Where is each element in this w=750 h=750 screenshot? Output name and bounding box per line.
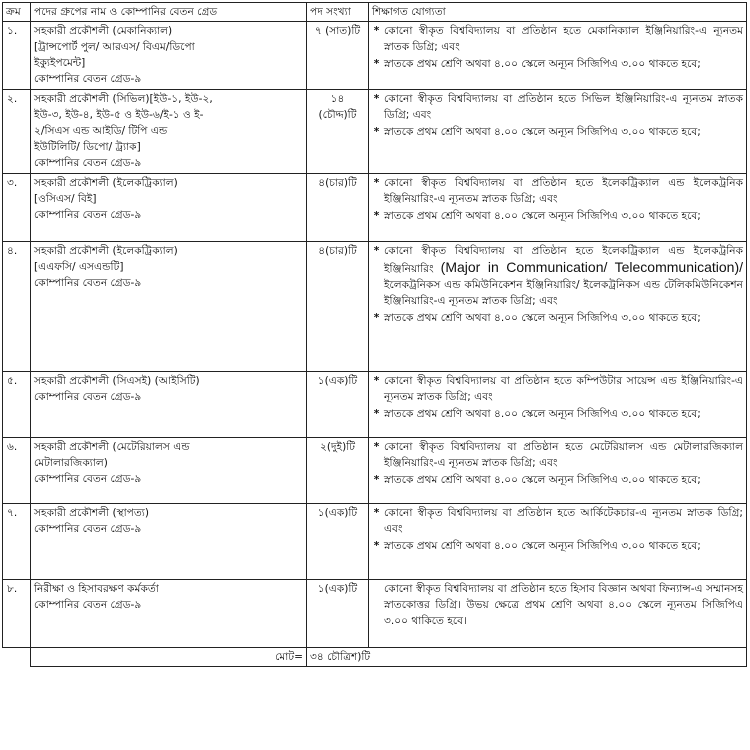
qualification-english-text: (Major in Communication/ Telecommunication)/ [440, 259, 743, 275]
post-line: সহকারী প্রকৌশলী (ইলেকট্রিক্যাল) [34, 177, 178, 189]
qualification-item [369, 242, 746, 309]
qualification-item [369, 309, 746, 326]
qualification-text: কোনো স্বীকৃত বিশ্ববিদ্যালয় বা প্রতিষ্ঠান হতে মেকানিক্যাল ইঞ্জিনিয়ারিং-এ ন্যূনতম স্নাতক ডিগ্রি; এবং [384, 25, 743, 53]
table-body [3, 22, 747, 648]
qualification-item [369, 55, 746, 72]
row-serial: ২. [3, 90, 31, 174]
post-line: কোম্পানির বেতন গ্রেড-৯ [34, 473, 142, 485]
row-qualification [369, 174, 747, 242]
post-line: [ট্রান্সপোর্ট পুল/ আরএস/ বিএম/ডিপো [34, 41, 195, 53]
qualification-text-wrap [384, 175, 743, 207]
row-serial: ৩. [3, 174, 31, 242]
qualification-item [369, 438, 746, 471]
table-row [3, 242, 747, 372]
row-serial: ৮. [3, 580, 31, 648]
post-line: কোম্পানির বেতন গ্রেড-৯ [34, 277, 142, 289]
job-circular-document [2, 2, 746, 667]
row-post [31, 242, 307, 372]
row-qualification [369, 22, 747, 90]
table-row [3, 438, 747, 504]
qualification-text-wrap [384, 439, 743, 471]
qualification-item [369, 405, 746, 422]
post-line: [ওসিএস/ বিই] [34, 193, 97, 205]
qualification-text-wrap [384, 56, 743, 72]
bullet-mark: * [373, 126, 380, 138]
row-serial: ৪. [3, 242, 31, 372]
row-qualification [369, 372, 747, 438]
row-serial: ৫. [3, 372, 31, 438]
post-line: কোম্পানির বেতন গ্রেড-৯ [34, 599, 142, 611]
bullet-mark: * [373, 375, 380, 387]
post-line: কোম্পানির বেতন গ্রেড-৯ [34, 157, 142, 169]
qualification-text: কোনো স্বীকৃত বিশ্ববিদ্যালয় বা প্রতিষ্ঠান হতে মেটেরিয়ালস এন্ড মেটালারজিক্যাল ইঞ্জিনিয়ারিং-এ ন্যূনতম স্নাতক ডিগ্রি; এবং [384, 441, 743, 469]
post-line: ২/সিএস এন্ড আইডি/ টিপি এন্ড [34, 125, 168, 137]
row-count: ৭ (সাত)টি [307, 22, 369, 90]
bullet-mark: * [373, 93, 380, 105]
qualification-item [369, 22, 746, 55]
bullet-mark: * [373, 245, 380, 257]
qualification-item [369, 471, 746, 488]
row-count: ২(দুই)টি [307, 438, 369, 504]
qualification-text-wrap [384, 373, 743, 405]
qualification-text-wrap [384, 581, 743, 629]
post-line: সহকারী প্রকৌশলী (সিএসই) (আইসিটি) [34, 375, 200, 387]
post-line: মেটালারজিক্যাল) [34, 457, 108, 469]
qualification-text: কোনো স্বীকৃত বিশ্ববিদ্যালয় বা প্রতিষ্ঠান হতে ইলেকট্রিক্যাল এন্ড ইলেকট্রনিক ইঞ্জিনিয়ারিং-এ ন্যূনতম স্নাতক ডিগ্রি; এবং [384, 177, 743, 205]
table-row [3, 580, 747, 648]
post-line: সহকারী প্রকৌশলী (মেটেরিয়ালস এন্ড [34, 441, 190, 453]
qualification-item [369, 174, 746, 207]
qualification-text-wrap [384, 91, 743, 123]
post-line: নিরীক্ষা ও হিসাবরক্ষণ কর্মকর্তা [34, 583, 159, 595]
post-line: সহকারী প্রকৌশলী (মেকানিক্যাল) [34, 25, 173, 37]
table-row [3, 22, 747, 90]
row-count: ৪(চার)টি [307, 242, 369, 372]
qualification-text-continued: ইলেকট্রনিকস এন্ড কমিউনিকেশন ইঞ্জিনিয়ারিং/ ইলেকট্রনিকস এন্ড টেলিকমিউনিকেশন ইঞ্জিনিয়ারিং-এ ন্যূনতম স্নাতক ডিগ্রি; এবং [384, 279, 743, 307]
qualification-item [369, 504, 746, 537]
qualification-text: স্নাতকে প্রথম শ্রেণি অথবা ৪.০০ স্কেলে অন্যূন সিজিপিএ ৩.০০ থাকতে হবে; [384, 126, 701, 138]
row-serial: ৭. [3, 504, 31, 580]
header-qualification: শিক্ষাগত যোগ্যতা [369, 3, 747, 22]
qualification-text-wrap [384, 505, 743, 537]
bullet-mark: * [373, 540, 380, 552]
bullet-mark: * [373, 312, 380, 324]
qualification-text: স্নাতকে প্রথম শ্রেণি অথবা ৪.০০ স্কেলে অন্যূন সিজিপিএ ৩.০০ থাকতে হবে; [384, 474, 701, 486]
post-line: সহকারী প্রকৌশলী (ইলেকট্রিক্যাল) [34, 245, 178, 257]
qualification-text: কোনো স্বীকৃত বিশ্ববিদ্যালয় বা প্রতিষ্ঠান হতে হিসাব বিজ্ঞান অথবা ফিন্যান্স-এ সম্মানসহ স্নাতকোত্তর ডিগ্রি। উভয় ক্ষেত্রে প্রথম শ্রেণি অথবা ৪.০০ স্কেলে ন্যূনতম সিজিপিএ ৩.০০ থাকিতে হবে। [384, 583, 743, 627]
row-post [31, 438, 307, 504]
qualification-text: কোনো স্বীকৃত বিশ্ববিদ্যালয় বা প্রতিষ্ঠান হতে কম্পিউটার সায়েন্স এন্ড ইঞ্জিনিয়ারিং-এ ন্যূনতম স্নাতক ডিগ্রি; এবং [384, 375, 743, 403]
bullet-mark: * [373, 58, 380, 70]
bullet-mark: * [373, 177, 380, 189]
table-row [3, 504, 747, 580]
row-post [31, 580, 307, 648]
row-qualification [369, 242, 747, 372]
qualification-item [369, 537, 746, 554]
bullet-mark: * [373, 210, 380, 222]
post-line: ইক্যুইপমেন্ট] [34, 57, 86, 69]
total-label: মোট= [31, 648, 307, 667]
qualification-text-wrap [384, 243, 743, 309]
qualification-text: স্নাতকে প্রথম শ্রেণি অথবা ৪.০০ স্কেলে অন্যূন সিজিপিএ ৩.০০ থাকতে হবে; [384, 210, 701, 222]
post-line: ইউটিলিটি/ ডিপো/ ট্র্যাক] [34, 141, 141, 153]
row-count: ১(এক)টি [307, 580, 369, 648]
post-line: [এএফসি/ এসএন্ডটি] [34, 261, 124, 273]
bullet-mark: * [373, 441, 380, 453]
qualification-text: কোনো স্বীকৃত বিশ্ববিদ্যালয় বা প্রতিষ্ঠান হতে সিভিল ইঞ্জিনিয়ারিং-এ ন্যূনতম স্নাতক ডিগ্রি; এবং [384, 93, 743, 121]
row-count: ৪(চার)টি [307, 174, 369, 242]
qualification-text: স্নাতকে প্রথম শ্রেণি অথবা ৪.০০ স্কেলে অন্যূন সিজিপিএ ৩.০০ থাকতে হবে; [384, 58, 701, 70]
qualification-text-wrap [384, 208, 743, 224]
qualification-item [369, 580, 746, 629]
row-count: ১৪ (চৌদ্দ)টি [307, 90, 369, 174]
qualification-text: কোনো স্বীকৃত বিশ্ববিদ্যালয় বা প্রতিষ্ঠান হতে ইলেকট্রিক্যাল এন্ড ইলেকট্রনিক ইঞ্জিনিয়ারিং [384, 245, 743, 275]
qualification-item [369, 90, 746, 123]
qualification-text-wrap [384, 406, 743, 422]
row-qualification [369, 504, 747, 580]
row-post [31, 90, 307, 174]
post-line: সহকারী প্রকৌশলী (সিভিল)[ইউ-১, ইউ-২, [34, 93, 213, 105]
post-line: কোম্পানির বেতন গ্রেড-৯ [34, 209, 142, 221]
qualification-text: স্নাতকে প্রথম শ্রেণি অথবা ৪.০০ স্কেলে অন্যূন সিজিপিএ ৩.০০ থাকতে হবে; [384, 312, 701, 324]
qualification-text-wrap [384, 310, 743, 326]
row-qualification [369, 90, 747, 174]
row-post [31, 372, 307, 438]
table-row [3, 90, 747, 174]
post-line: কোম্পানির বেতন গ্রেড-৯ [34, 523, 142, 535]
qualification-text: স্নাতকে প্রথম শ্রেণি অথবা ৪.০০ স্কেলে অন্যূন সিজিপিএ ৩.০০ থাকতে হবে; [384, 540, 701, 552]
qualification-text-wrap [384, 124, 743, 140]
row-qualification [369, 438, 747, 504]
qualification-text-wrap [384, 538, 743, 554]
qualification-text-wrap [384, 23, 743, 55]
positions-table [2, 2, 747, 667]
post-line: ইউ-৩, ইউ-৪, ইউ-৫ ও ইউ-৬/ই-১ ও ই- [34, 109, 204, 121]
row-serial: ৬. [3, 438, 31, 504]
row-post [31, 504, 307, 580]
header-serial: ক্রম [3, 3, 31, 22]
bullet-mark [369, 581, 384, 629]
bullet-mark: * [373, 408, 380, 420]
qualification-item [369, 123, 746, 140]
qualification-item [369, 207, 746, 224]
row-post [31, 22, 307, 90]
post-line: কোম্পানির বেতন গ্রেড-৯ [34, 391, 142, 403]
header-post: পদের গ্রুপের নাম ও কোম্পানির বেতন গ্রেড [31, 3, 307, 22]
row-qualification [369, 580, 747, 648]
post-line: কোম্পানির বেতন গ্রেড-৯ [34, 73, 142, 85]
row-serial: ১. [3, 22, 31, 90]
table-header-row [3, 3, 747, 22]
qualification-text-wrap [384, 472, 743, 488]
table-row [3, 372, 747, 438]
qualification-text: স্নাতকে প্রথম শ্রেণি অথবা ৪.০০ স্কেলে অন্যূন সিজিপিএ ৩.০০ থাকতে হবে; [384, 408, 701, 420]
table-row [3, 174, 747, 242]
qualification-item [369, 372, 746, 405]
bullet-mark: * [373, 474, 380, 486]
row-count: ১(এক)টি [307, 372, 369, 438]
header-count: পদ সংখ্যা [307, 3, 369, 22]
bullet-mark: * [373, 25, 380, 37]
post-line: সহকারী প্রকৌশলী (স্থাপত্য) [34, 507, 150, 519]
row-count: ১(এক)টি [307, 504, 369, 580]
row-post [31, 174, 307, 242]
qualification-text: কোনো স্বীকৃত বিশ্ববিদ্যালয় বা প্রতিষ্ঠান হতে আর্কিটেকচার-এ ন্যূনতম স্নাতক ডিগ্রি; এবং [384, 507, 743, 535]
total-blank [3, 648, 31, 667]
bullet-mark: * [373, 507, 380, 519]
total-value: ৩৪ চৌত্রিশ)টি [307, 648, 747, 667]
total-row [3, 648, 747, 667]
